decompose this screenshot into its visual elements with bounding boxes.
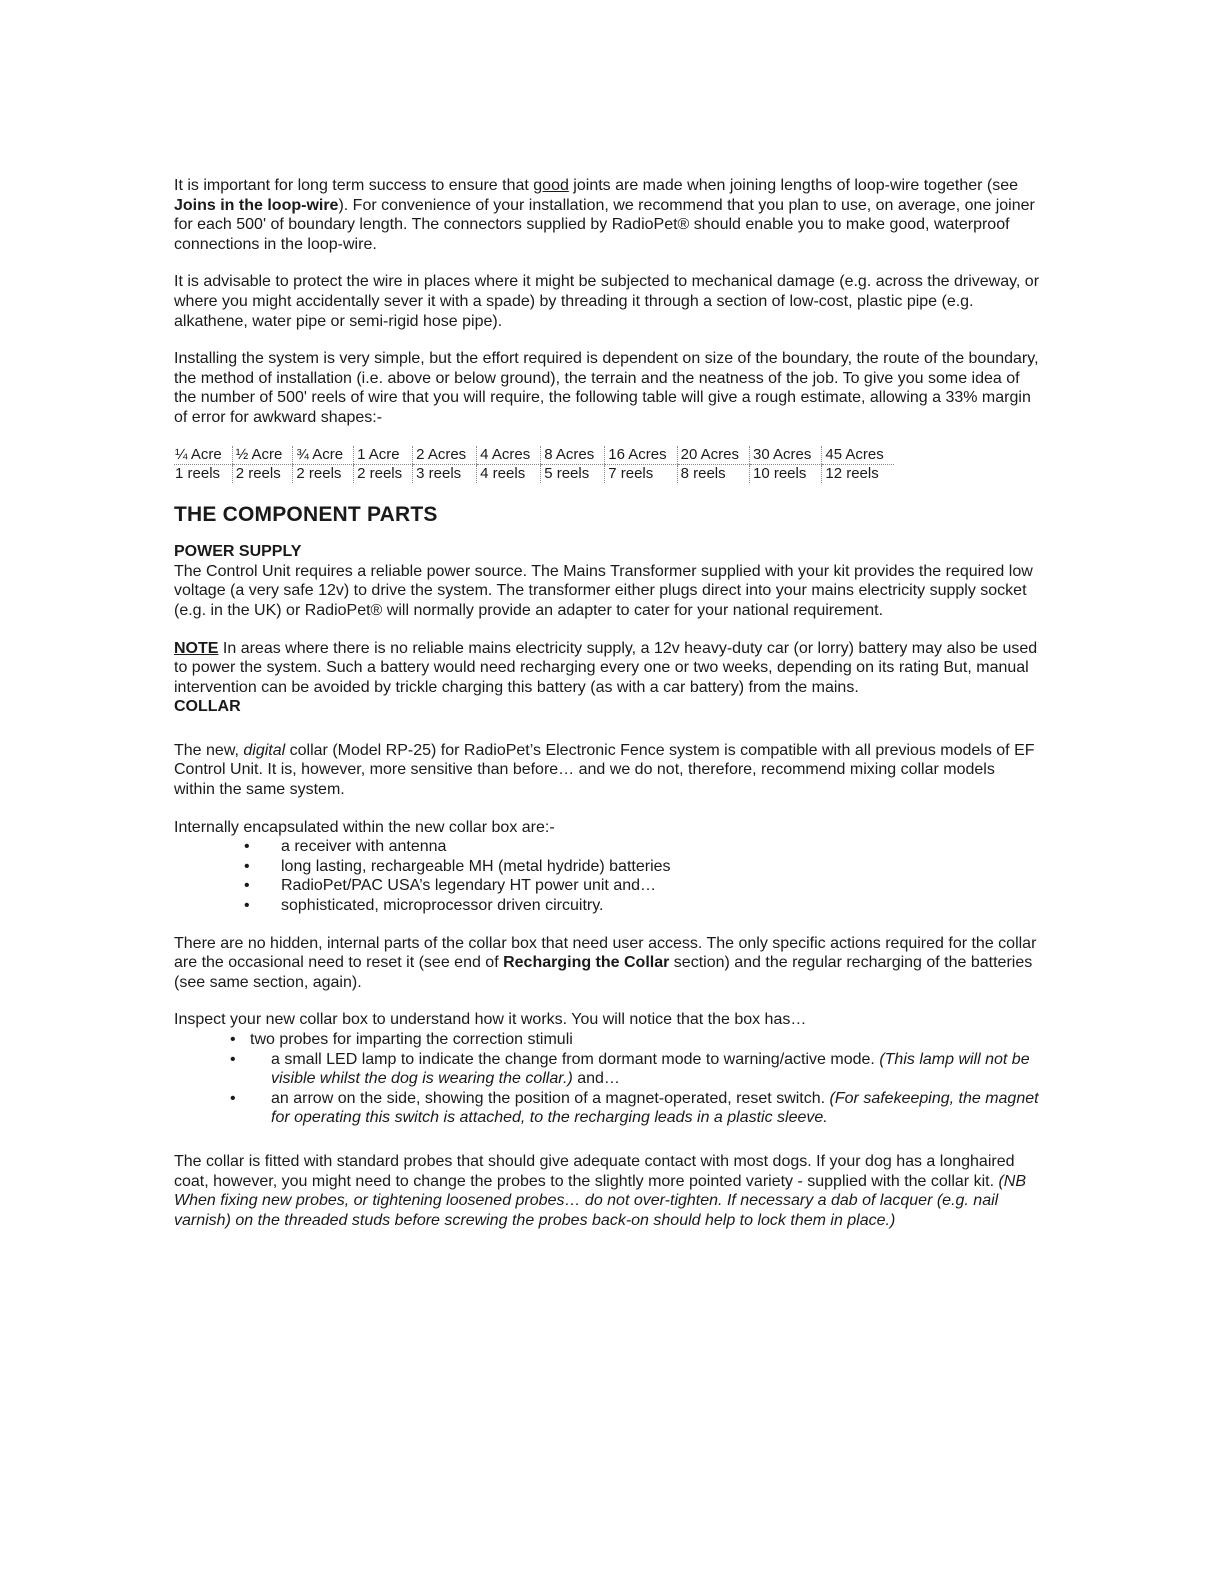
list-item: • long lasting, rechargeable MH (metal hydride) batteries <box>174 857 1040 877</box>
table-row-reels <box>174 464 894 483</box>
text: an arrow on the side, showing the position of a magnet-operated, reset switch. <box>271 1089 830 1107</box>
power-supply-heading: POWER SUPPLY <box>174 543 302 561</box>
table-cell: 8 Acres <box>541 446 605 465</box>
collar-heading: COLLAR <box>174 698 241 716</box>
text: collar (Model RP-25) for RadioPet’s Electronic Fence system is compatible with all previous models of EF Control Unit. It is, however, more sensitive than before… and we do not, therefore, recommend mixing collar models within the same system. <box>174 741 1035 799</box>
table-cell: 3 reels <box>413 464 477 483</box>
table-cell: 10 reels <box>749 464 821 483</box>
italic-note: (This lamp will not be visible whilst the dog is wearing the collar.) <box>271 1050 1030 1088</box>
collar-components-list <box>174 837 1040 915</box>
table-cell: 1 Acre <box>354 446 413 465</box>
text: section) and the regular recharging of the batteries (see same section, again). <box>174 954 1033 991</box>
list-item: • RadioPet/PAC USA’s legendary HT power unit and… <box>174 876 1040 896</box>
table-cell: ¼ Acre <box>174 446 232 465</box>
emphasis-digital: digital <box>243 741 286 759</box>
table-cell: 30 Acres <box>749 446 821 465</box>
collar-access <box>174 934 1040 993</box>
table-cell: 2 reels <box>293 464 354 483</box>
collar-encapsulated-lead: Internally encapsulated within the new collar box are:- <box>174 818 555 836</box>
text: ). For convenience of your installation, we recommend that you plan to use, on average, one joiner for each 500' of boundary length. The connectors supplied by RadioPet® should enable you to make good, waterproof connections in the loop-wire. <box>174 196 1035 253</box>
note-label: NOTE <box>174 639 219 657</box>
paragraph-joints <box>174 176 1040 254</box>
emphasis-good: good <box>533 177 569 194</box>
list-item: • two probes for imparting the correction stimuli <box>174 1030 1040 1050</box>
table-cell: ¾ Acre <box>293 446 354 465</box>
table-cell: ½ Acre <box>232 446 293 465</box>
reference-recharging: Recharging the Collar <box>503 954 670 972</box>
table-cell: 20 Acres <box>677 446 749 465</box>
collar-intro <box>174 741 1040 800</box>
table-cell: 16 Acres <box>605 446 677 465</box>
table-cell: 5 reels <box>541 464 605 483</box>
list-item: • a receiver with antenna <box>174 837 1040 857</box>
document-page <box>174 176 1040 1230</box>
table-row-areas <box>174 446 894 465</box>
text: The collar is fitted with standard probes that should give adequate contact with most dogs. If your dog has a longhaired coat, however, you might need to change the probes to the slightly more pointed variety - supplied with the collar kit. <box>174 1152 1015 1190</box>
paragraph-protect: It is advisable to protect the wire in places where it might be subjected to mechanical damage (e.g. across the driveway, or where you might accidentally sever it with a spade) by threading it through a section of low-cost, plastic pipe (e.g. alkathene, water pipe or semi-rigid hose pipe). <box>174 273 1040 330</box>
table-cell: 8 reels <box>677 464 749 483</box>
table-cell: 12 reels <box>822 464 894 483</box>
text: a small LED lamp to indicate the change from dormant mode to warning/active mode. <box>271 1050 880 1068</box>
text: joints are made when joining lengths of loop-wire together (see <box>568 177 1019 194</box>
table-cell: 4 Acres <box>477 446 541 465</box>
italic-note: (For safekeeping, the magnet for operating this switch is attached, to the recharging leads in a plastic sleeve. <box>271 1089 1039 1127</box>
text: It is important for long term success to ensure that <box>174 177 534 194</box>
power-supply-note <box>174 639 1040 698</box>
paragraph-install: Installing the system is very simple, but the effort required is dependent on size of the boundary, the route of the boundary, the method of installation (i.e. above or below ground), the terrain and the neatness of the job. To give you some idea of the number of 500' reels of wire that you will require, the following table will give a rough estimate, allowing a 33% margin of error for awkward shapes:- <box>174 350 1039 426</box>
italic-note: (NB When fixing new probes, or tightening loosened probes… do not over-tighten. If necessary a dab of lacquer (e.g. nail varnish) on the threaded studs before screwing the probes back-on should help to lock them in place.) <box>174 1172 1027 1229</box>
list-item <box>174 1089 1040 1128</box>
note-body: In areas where there is no reliable mains electricity supply, a 12v heavy-duty car (or lorry) battery may also be used to power the system. Such a battery would need recharging every one or two weeks, depending on its rating But, manual intervention can be avoided by trickle charging this battery (as with a car battery) from the mains. <box>174 639 1038 696</box>
text: There are no hidden, internal parts of the collar box that need user access. The only specific actions required for the collar are the occasional need to reset it (see end of <box>174 934 1037 972</box>
power-supply-body: The Control Unit requires a reliable power source. The Mains Transformer supplied with your kit provides the required low voltage (a very safe 12v) to drive the system. The transformer either plugs direct into your mains electricity supply socket (e.g. in the UK) or RadioPet® will normally provide an adapter to cater for your national requirement. <box>174 562 1033 619</box>
list-item <box>174 1050 1040 1089</box>
section-title: THE COMPONENT PARTS <box>174 502 438 526</box>
table-cell: 2 reels <box>354 464 413 483</box>
text: The new, <box>174 741 244 759</box>
table-cell: 2 reels <box>232 464 293 483</box>
reference-joins: Joins in the loop-wire <box>174 196 339 214</box>
table-cell: 1 reels <box>175 464 221 482</box>
table-cell: 2 Acres <box>413 446 477 465</box>
collar-probes <box>174 1152 1040 1230</box>
table-cell: 4 reels <box>477 464 541 483</box>
list-item: • sophisticated, microprocessor driven circuitry. <box>174 896 1040 916</box>
acre-reels-table <box>174 446 894 483</box>
collar-inspect-lead: Inspect your new collar box to understand how it works. You will notice that the box has… <box>174 1011 807 1029</box>
text: and… <box>572 1070 620 1088</box>
table-cell: 45 Acres <box>822 446 894 465</box>
table-cell: 7 reels <box>605 464 677 483</box>
collar-features-list <box>174 1030 1040 1128</box>
